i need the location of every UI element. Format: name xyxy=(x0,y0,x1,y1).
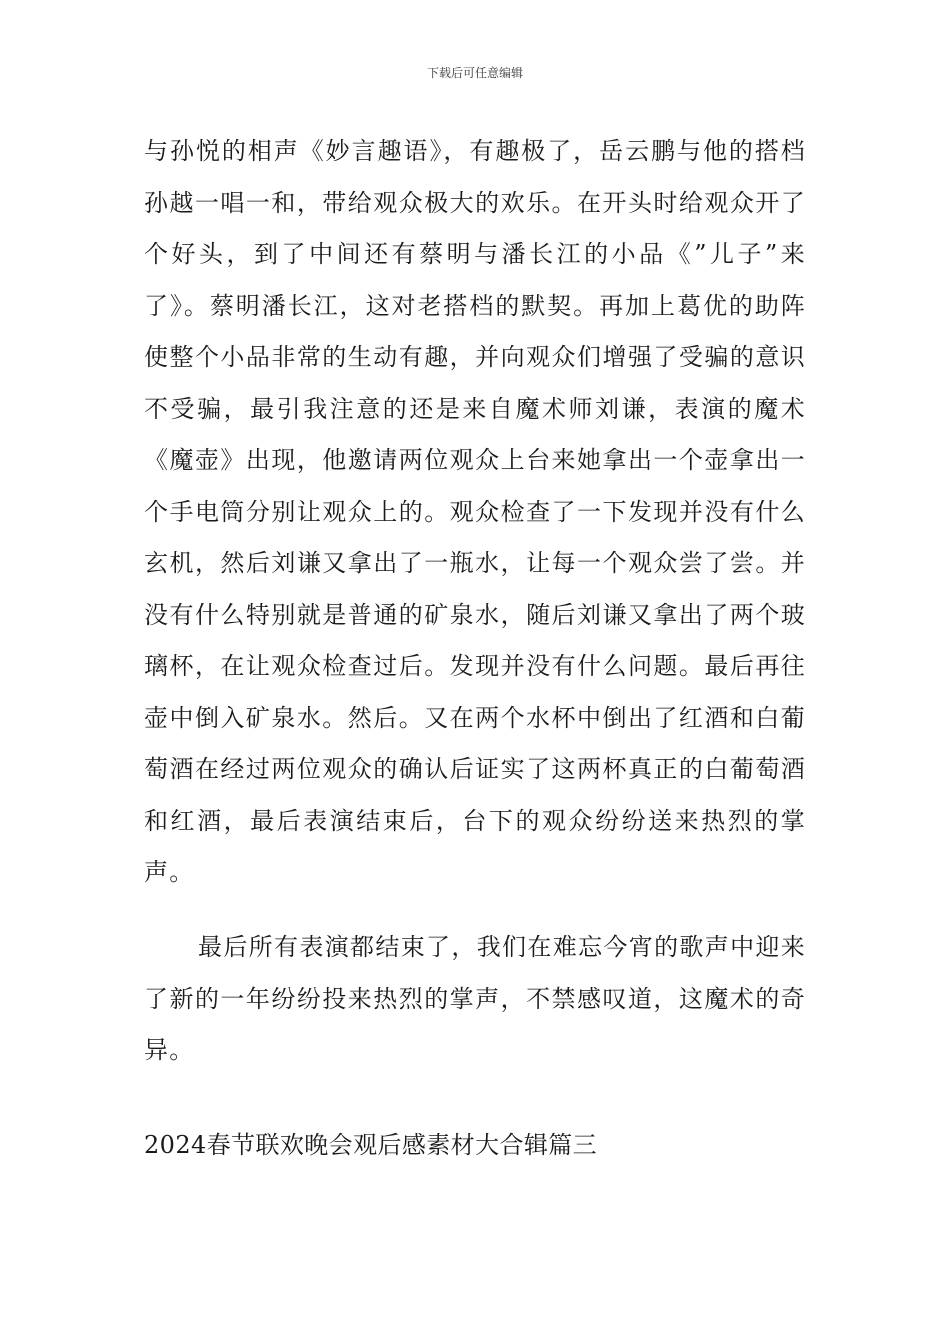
body-paragraph-2: 最后所有表演都结束了，我们在难忘今宵的歌声中迎来了新的一年纷纷投来热烈的掌声，不禁感叹道，这魔术的奇异。 xyxy=(144,933,806,1064)
section-title: 2024春节联欢晚会观后感素材大合辑篇三 xyxy=(144,1131,598,1159)
body-paragraph-1: 与孙悦的相声《妙言趣语》，有趣极了，岳云鹏与他的搭档孙越一唱一和，带给观众极大的欢乐。在开头时给观众开了个好头，到了中间还有蔡明与潘长江的小品《”儿子”来了》。蔡明潘长江，这对老搭档的默契。再加上葛优的助阵使整个小品非常的生动有趣，并向观众们增强了受骗的意识不受骗，最引我注意的还是来自魔术师刘谦，表演的魔术《魔壶》出现，他邀请两位观众上台来她拿出一个壶拿出一个手电筒分别让观众上的。观众检查了一下发现并没有什么玄机，然后刘谦又拿出了一瓶水，让每一个观众尝了尝。并没有什么特别就是普通的矿泉水，随后刘谦又拿出了两个玻璃杯，在让观众检查过后。发现并没有什么问题。最后再往壶中倒入矿泉水。然后。又在两个水杯中倒出了红酒和白葡萄酒在经过两位观众的确认后证实了这两杯真正的白葡萄酒和红酒，最后表演结束后，台下的观众纷纷送来热烈的掌声。 xyxy=(144,137,806,886)
page-header: 下载后可任意编辑 xyxy=(426,66,523,80)
